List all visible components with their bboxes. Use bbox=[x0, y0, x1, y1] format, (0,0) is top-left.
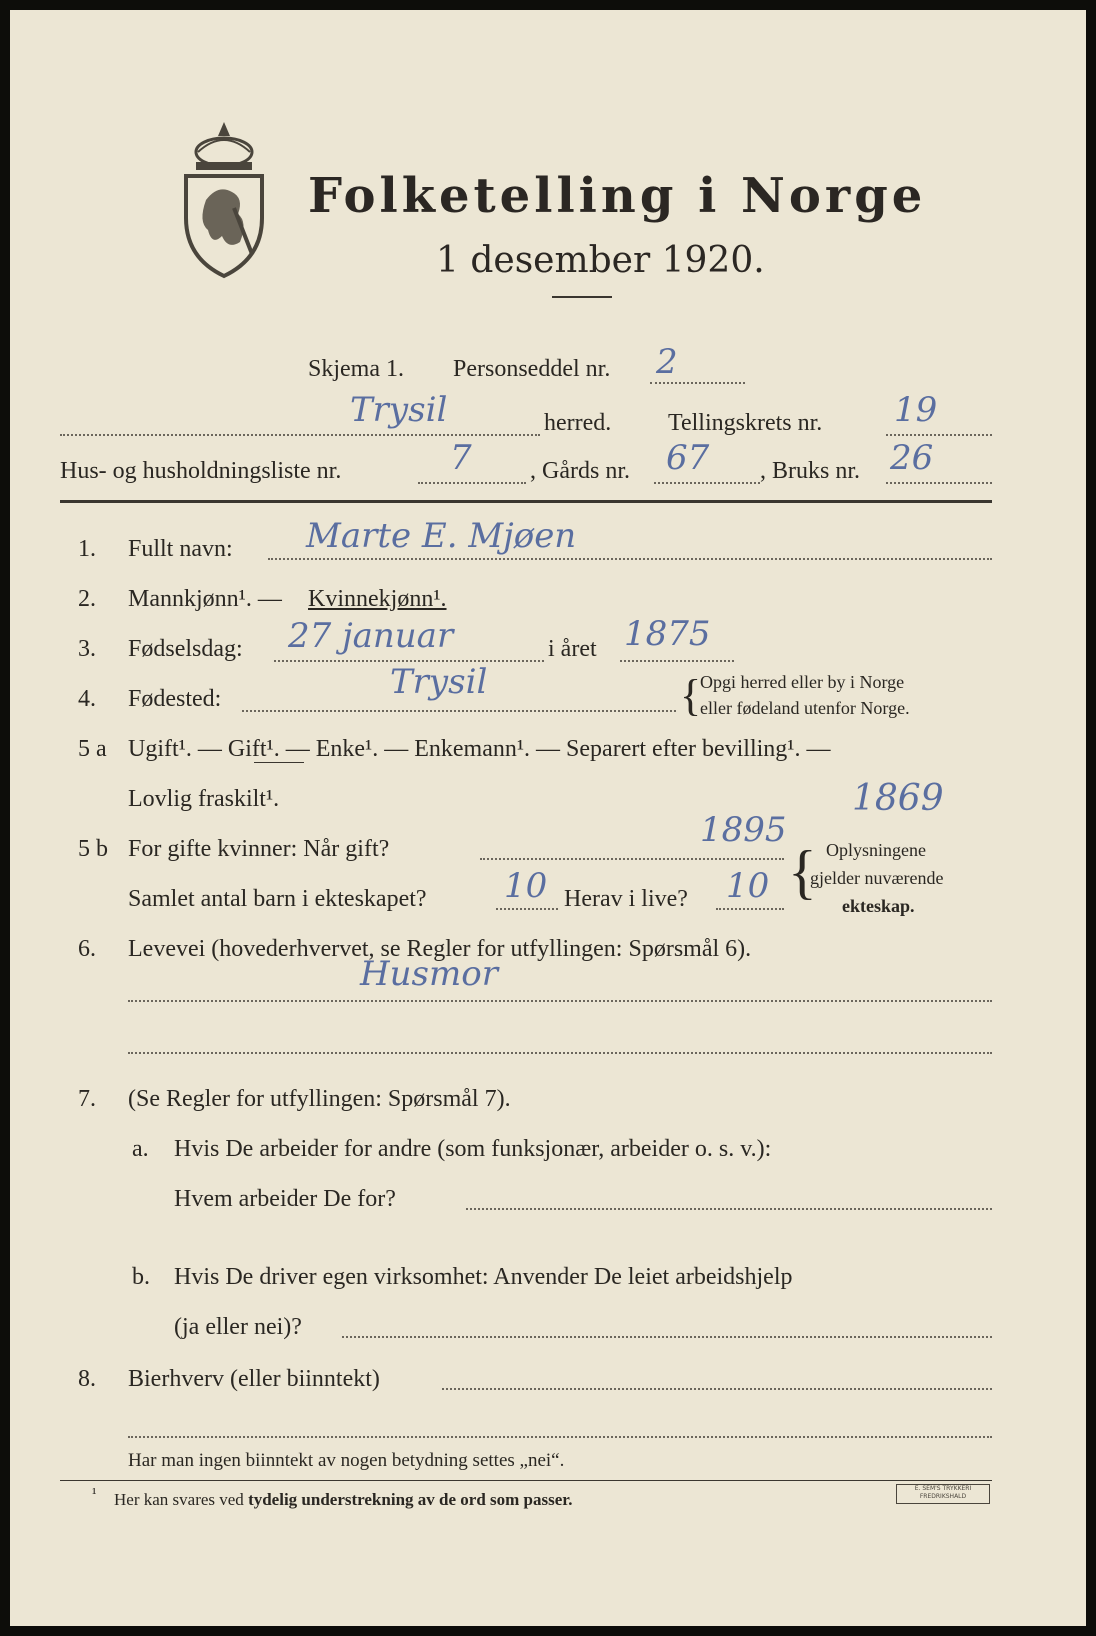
birthplace-field[interactable] bbox=[242, 710, 676, 712]
q6-label: Levevei (hovederhvervet, se Regler for utfyllingen: Spørsmål 6). bbox=[128, 936, 752, 962]
full-name-value: Marte E. Mjøen bbox=[306, 516, 577, 556]
side-income-field[interactable] bbox=[442, 1388, 992, 1390]
q4-note-2: eller fødeland utenfor Norge. bbox=[700, 698, 910, 718]
q8-label: Bierhverv (eller biinntekt) bbox=[128, 1366, 380, 1392]
bruks-field[interactable] bbox=[886, 482, 992, 484]
q5a-number: 5 a bbox=[78, 736, 107, 762]
q7b-letter: b. bbox=[132, 1264, 150, 1290]
title-divider bbox=[552, 296, 612, 298]
income-note: Har man ingen biinntekt av nogen betydning settes „nei“. bbox=[128, 1450, 565, 1471]
tellingskrets-value: 19 bbox=[894, 390, 938, 430]
tellingskrets-field[interactable] bbox=[886, 434, 992, 436]
q7a-text-2: Hvem arbeider De for? bbox=[174, 1186, 396, 1212]
q4-note-1: Opgi herred eller by i Norge bbox=[700, 672, 905, 692]
full-name-field[interactable] bbox=[268, 558, 992, 560]
norway-coat-of-arms-icon bbox=[178, 118, 270, 280]
employer-field[interactable] bbox=[466, 1208, 992, 1210]
q1-number: 1. bbox=[78, 536, 96, 562]
annotation-year: 1869 bbox=[852, 778, 944, 819]
birth-year-field[interactable] bbox=[620, 660, 734, 662]
q7a-text: Hvis De arbeider for andre (som funksjonær, arbeider o. s. v.): bbox=[174, 1136, 772, 1162]
personseddel-value: 2 bbox=[656, 342, 678, 382]
alive-label: Herav i live? bbox=[564, 886, 688, 912]
skjema-label: Skjema 1. bbox=[308, 356, 404, 382]
children-label: Samlet antal barn i ekteskapet? bbox=[128, 886, 427, 912]
occupation-field[interactable] bbox=[128, 1000, 992, 1002]
printer-stamp-text: E. SEM'S TRYKKERI FREDRIKSHALD bbox=[914, 1485, 972, 1500]
occupation-value: Husmor bbox=[360, 954, 498, 994]
gards-field[interactable] bbox=[654, 482, 760, 484]
gards-value: 67 bbox=[666, 438, 710, 478]
printer-stamp bbox=[896, 1484, 990, 1504]
q3-number: 3. bbox=[78, 636, 96, 662]
fraskilt-option[interactable]: Lovlig fraskilt¹. bbox=[128, 786, 280, 812]
bruks-label: , Bruks nr. bbox=[760, 458, 861, 484]
q5b-brace: { bbox=[788, 839, 817, 905]
census-form bbox=[10, 10, 1086, 1626]
footnote-marker: ¹ bbox=[92, 1486, 97, 1502]
q5b-number: 5 b bbox=[78, 836, 108, 862]
children-field[interactable] bbox=[496, 908, 558, 910]
side-income-field-2[interactable] bbox=[128, 1436, 992, 1438]
q5b-note-1: Oplysningene bbox=[826, 840, 926, 860]
children-value: 10 bbox=[504, 866, 548, 906]
footnote-divider bbox=[60, 1480, 992, 1481]
hus-value: 7 bbox=[450, 438, 472, 478]
q4-brace: { bbox=[680, 671, 702, 720]
herred-value: Trysil bbox=[350, 390, 448, 430]
tellingskrets-label: Tellingskrets nr. bbox=[668, 410, 823, 436]
personseddel-field[interactable] bbox=[650, 382, 745, 384]
alive-value: 10 bbox=[726, 866, 770, 906]
kvinnekjonn-option[interactable]: Kvinnekjønn¹. bbox=[308, 586, 447, 612]
year-label: i året bbox=[548, 636, 597, 662]
birth-year-value: 1875 bbox=[624, 614, 711, 654]
q5b-label: For gifte kvinner: Når gift? bbox=[128, 836, 390, 862]
bruks-value: 26 bbox=[890, 438, 934, 478]
q7b-text: Hvis De driver egen virksomhet: Anvender De leiet arbeidshjelp bbox=[174, 1264, 793, 1290]
alive-field[interactable] bbox=[716, 908, 784, 910]
gards-label: , Gårds nr. bbox=[530, 458, 630, 484]
hus-label: Hus- og husholdningsliste nr. bbox=[60, 458, 342, 484]
herred-field[interactable] bbox=[60, 434, 540, 436]
q7a-letter: a. bbox=[132, 1136, 149, 1162]
gift-underline bbox=[254, 762, 304, 763]
q1-label: Fullt navn: bbox=[128, 536, 233, 562]
q7-number: 7. bbox=[78, 1086, 96, 1112]
q5b-note-2: gjelder nuværende bbox=[810, 868, 944, 888]
q5b-note-3: ekteskap. bbox=[842, 896, 915, 916]
q4-number: 4. bbox=[78, 686, 96, 712]
footnote-text-b: tydelig understrekning av de ord som passer. bbox=[248, 1490, 573, 1509]
q6-number: 6. bbox=[78, 936, 96, 962]
q7-label: (Se Regler for utfyllingen: Spørsmål 7). bbox=[128, 1086, 511, 1112]
occupation-field-2[interactable] bbox=[128, 1052, 992, 1054]
herred-label: herred. bbox=[544, 410, 612, 436]
mannkjonn-option[interactable]: Mannkjønn¹. — bbox=[128, 586, 282, 612]
form-date: 1 desember 1920. bbox=[436, 240, 765, 281]
married-year-field[interactable] bbox=[480, 858, 784, 860]
hus-field[interactable] bbox=[418, 482, 526, 484]
hired-help-field[interactable] bbox=[342, 1336, 992, 1338]
header-divider bbox=[60, 500, 992, 503]
q4-label: Fødested: bbox=[128, 686, 222, 712]
q7b-text-2: (ja eller nei)? bbox=[174, 1314, 302, 1340]
footnote-text-a: Her kan svares ved bbox=[114, 1490, 249, 1509]
civil-status-options[interactable]: Ugift¹. — Gift¹. — Enke¹. — Enkemann¹. — Separert efter bevilling¹. — bbox=[128, 736, 831, 762]
footnote-text bbox=[114, 1490, 573, 1510]
personseddel-label: Personseddel nr. bbox=[453, 356, 611, 382]
birthday-value: 27 januar bbox=[288, 616, 454, 656]
married-year-value: 1895 bbox=[700, 810, 787, 850]
birthplace-value: Trysil bbox=[390, 662, 488, 702]
form-title: Folketelling i Norge bbox=[308, 168, 927, 224]
q3-label: Fødselsdag: bbox=[128, 636, 243, 662]
q8-number: 8. bbox=[78, 1366, 96, 1392]
q2-number: 2. bbox=[78, 586, 96, 612]
